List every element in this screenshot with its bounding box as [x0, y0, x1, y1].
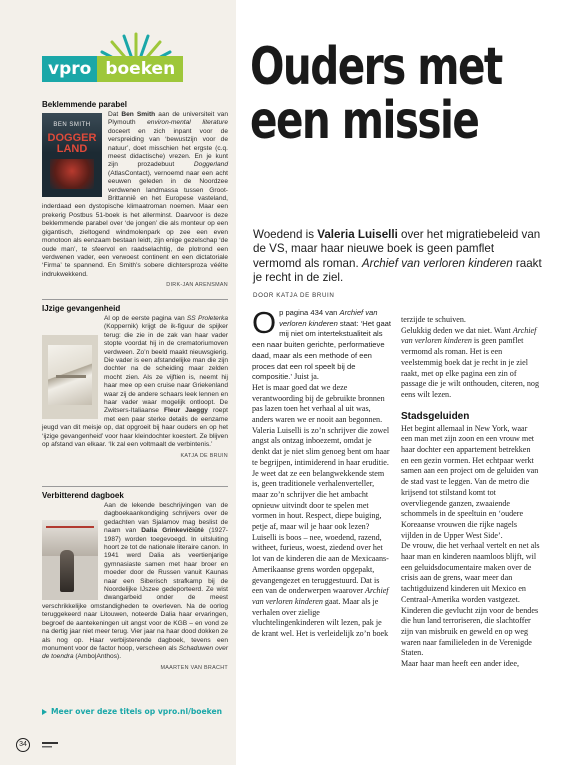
more-titles-link[interactable] [42, 707, 222, 716]
review-title: IJzige gevangenheid [42, 304, 121, 313]
review-body: Aan de lekende beschrijvingen van de dagboekaankondiging schrijvers over de gedachten van Sjalamov mag beslist de naam van Dalia Grinkevičiūtė (1927-1987) worden toegevoegd. In uitsluiting hoort ze tot de nationale literaire canon. In 1941 werd Dalia als veertienjarige gymnasiaste samen met haar broer en moeder door de Russen vanuit Kaunas naar een Siberisch strafkamp bij de Noordelijke IJszee gedeporteerd. Ze wist dwangarbeid onder de meest verschrikkelijke omstandigheden te overleven. Na de oorlog teruggekeerd naar Litouwen, noteerde Dalia haar ervaringen, begroef de aantekeningen uit angst voor de KGB – en vond ze na dertig jaar niet meer terug. Vier jaar na haar dood dokken ze als nog op. Haar verbijsterende dagboek, tevens een monument voor de factor hoop, verscheen als Schaduwen over de toendra (Ambo|Anthos). [42, 502, 228, 661]
book-cover-ss-proleterka [42, 335, 98, 419]
headline-line-1: Ouders met [250, 37, 502, 97]
article-column-2 [401, 315, 540, 670]
review-title: Beklemmende parabel [42, 100, 127, 109]
page-number: 34 [16, 738, 30, 752]
publisher-mark-icon [42, 742, 58, 748]
column-2-continued-text: Het begint allemaal in New York, waar een man met zijn zoon en een vrouw met haar dochter een appartement betrekken en een gezin vormen. Het echtpaar werkt samen aan een project om de geluiden van de stad vast te leggen. Van de metro die krijsend tot stilstand komt tot overvliegende ganzen, zwaaiende schommels in de speeltuin en ‘oudere Koreaanse vrouwen die rijke nagels vijlden in de Upper West Side’. De vrouw, die het verhaal vertelt en net als haar man en kinderen naamloos blijft, wil een geluidsdocumentaire maken over de crisis aan de grens, waar meer dan tachtigduizend kinderen uit Mexico en Centraal-Amerika worden vastgezet. Kinderen die gevlucht zijn voor de bendes die hun land terroriseren, die slachtoffer zijn van misbruik en geweld en op weg waren naar familieleden in de Verenigde Staten. Maar haar man heeft een ander idee, [401, 423, 540, 669]
review-body: Dat Ben Smith aan de universiteit van Plymouth environ-mental literature doceert en zich inpant voor de verspreiding van ‘bewustzijn voor de natuur’, doet misschien het ergste (c.q. meest didactische) vrezen. En je kunt zijn prozadebuut Doggerland (AtlasContact), vernoemd naar een acht eeuwen geleden in de Noordzee verdwenen landmassa tussen Groot-Brittannië en het Europese vasteland, inderdaad een dystopische klimaatroman noemen. Maar een prekerig Postbus 51-boek is het allerminst. Daarvoor is deze beklemmende parabel over ‘de jongen’ die als monteur op een gigantisch, zieltogend windmolenpark op zee een even monotoon als eenzaam bestaan leidt, zijn enige gezelschap ‘de oude man’, te sfeervol en raadselachtig, de plotrond een verdwenen vader, een verwoest continent en een dictatoriale ‘Firma’ te spannend. En Smith’s sobere dichtersproza vééltе indrukwekkend. [42, 111, 229, 278]
review-doggerland [42, 100, 228, 290]
vpro-boeken-logo [42, 30, 192, 88]
article-headline [250, 37, 502, 151]
review-ss-proleterka [42, 304, 228, 460]
book-cover-doggerland [42, 113, 102, 197]
review-title: Verbitterend dagboek [42, 491, 124, 500]
article-intro: Woedend is Valeria Luiselli over het migratiebeleid van de VS, maar haar nieuwe boek is geen pamflet vermomd als roman. Archief van verloren kinderen raakt je recht in de ziel. [253, 228, 542, 284]
sidebar-divider [42, 486, 228, 487]
arrow-right-icon [42, 709, 47, 715]
sidebar-divider [42, 299, 228, 300]
review-signature: MAARTEN VAN BRACHT [160, 664, 228, 671]
column-1-text: p pagina 434 van Archief van verloren kinderen staat: ‘Het gaat mij niet om intertekstualiteit als een naar buiten gerichte, performatieve daad, maar als een methode of een proces dat een rol speelt bij de compositie.’ Juist ja. Het is maar goed dat we deze verantwoording bij de gebruikte bronnen pas lazen toen het verhaal al uit was, anders waren we er nooit aan begonnen. Valeria Luiselli is zo’n schrijver die zowel angst als ontzag inboezemt, omdat je denkt dat je niet slim genoeg bent om haar te begrijpen, intimiderend in haar eruditie. Je weet dat ze een belangwekkende stem is, geen traditionele verhalenverteller, maar zo’n schrijver die het ambacht opnieuw uitvindt door te spelen met vormen in hout. Respect, diepe buiging, petje af, maar wil je haar ook lezen? Luiselli is boos – nee, woedend, razend, witheet, furieus, woest, ziedend over het lot van de kinderen die aan de Mexicaans-Amerikaanse grens worden opgepakt, gevangengezet en teruggestuurd. Dat is een van de onderwerpen waarover Archief van verloren kinderen gaat. Maar als je verhalen over zielige vluchtelingenkinderen wilt lezen, pak je de krant wel. Het is verleidelijk zo’n boek [252, 308, 391, 639]
review-signature: KATJA DE BRUIN [180, 452, 228, 459]
cover-title-1: DOGGER [47, 132, 97, 144]
sidebar [0, 0, 236, 765]
headline-line-2: een missie [250, 91, 479, 151]
review-signature: DIRK-JAN ARENSMAN [166, 282, 228, 289]
column-2-text: terzijde te schuiven. Gelukkig deden we dat niet. Want Archief van verloren kinderen is geen pamflet vermomd als roman. Het is een veelstemmig boek dat je recht in je ziel raakt, met op elke pagina een zin of passage die je wilt onthouden, citeren, nog eens wilt lezen. [401, 315, 540, 399]
more-titles-label: Meer over deze titels op vpro.nl/boeken [51, 707, 223, 716]
section-subhead: Stadsgeluiden [401, 410, 470, 422]
review-schaduwen-over-de-toendra [42, 491, 228, 672]
cover-author: BEN SMITH [53, 122, 91, 128]
review-body: Al op de eerste pagina van SS Proleterka (Koppernik) krijgt de ik-figuur de spijker terug: die zie in de zak van haar vader stopte voordat hij in de crematoriumoven verdween. Zo’n beeld maakt nieuwsgierig. Die vader is een afstandelijke man die zijn dochter na de scheiding maar zelden mocht zien. Als ze vijftien is, neemt hij haar mee op een cruise naar Griekenland waar zij de andere schaars leek lennen en haar vader waar mogelijk ontloopt. De Zwitsers-Italiaanse Fleur Jaeggy roept met een paar sterke details de eenzame jeugd van dit meisje op, dat opgroeit bij haar ouders en op het ‘ijzige gevangenheid’ voor haar kleindochter koestert. Ze blijven op afstand van elkaar. ‘Ik zal een voltmaalt de verbintenis.’ [42, 315, 229, 449]
logo-vpro-text: vpro [42, 56, 97, 82]
book-cover-schaduwen [42, 520, 98, 600]
logo-boeken-text: boeken [97, 56, 183, 82]
cover-title-2: LAND [56, 143, 88, 155]
article-column-1 [252, 305, 391, 640]
article-byline: DOOR KATJA DE BRUIN [253, 292, 335, 299]
drop-cap: O [252, 305, 277, 340]
